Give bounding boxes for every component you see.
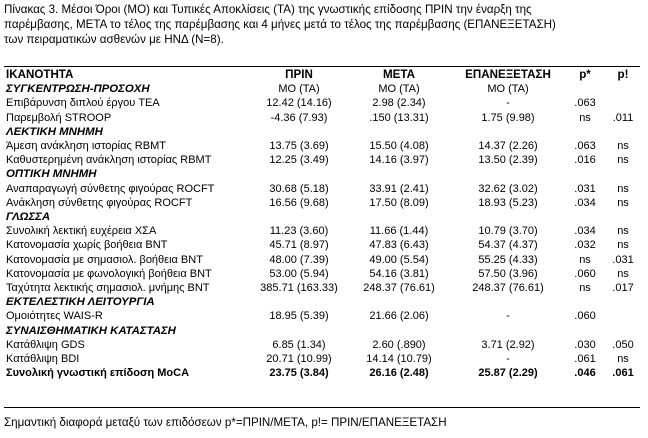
- followup-value: -: [506, 310, 510, 323]
- p-excl-value: ns: [617, 239, 629, 252]
- p-excl-value: .017: [612, 282, 634, 294]
- p-star-value: .034: [574, 196, 596, 209]
- pre-value: 23.75 (3.84): [269, 367, 329, 380]
- header-ability: ΙΚΑΝΟΤΗΤΑ: [6, 68, 74, 81]
- measure-label: Κατάθλιψη GDS: [6, 338, 85, 351]
- followup-value: 14.37 (2.26): [478, 140, 538, 152]
- p-star-value: ns: [579, 282, 591, 294]
- pre-value: 385.71 (163.33): [260, 282, 338, 294]
- table-footnote: Σημαντική διαφορά μεταξύ των επιδόσεων p*=ΠΡΙΝ/ΜΕΤΑ, p!= ΠΡΙΝ/ΕΠΑΝΕΞΕΤΑΣΗ: [4, 416, 447, 429]
- top-rule: [4, 66, 640, 67]
- measure-label: Ανάκληση σύνθετης φιγούρας ROCFT: [6, 196, 193, 209]
- table-row: [4, 182, 644, 196]
- caption-line-3: των πειραματικών ασθενών με ΗΝΔ (N=8).: [4, 33, 224, 46]
- section-row: [4, 324, 644, 338]
- followup-value: 13.50 (2.39): [478, 154, 538, 167]
- subheader-mo-ta: ΜΟ (ΤΑ): [278, 83, 320, 96]
- pre-value: 48.00 (7.39): [269, 253, 329, 266]
- post-value: 14.16 (3.97): [369, 154, 429, 167]
- subheader-mo-ta: ΜΟ (ΤΑ): [378, 83, 420, 96]
- header-followup: ΕΠΑΝΕΞΕΤΑΣΗ: [465, 68, 551, 81]
- post-value: 26.16 (2.48): [369, 367, 429, 380]
- p-star-value: .032: [574, 239, 596, 252]
- p-star-value: .031: [574, 182, 596, 195]
- p-excl-value: .050: [612, 338, 634, 351]
- followup-value: 18.93 (5.23): [478, 196, 538, 209]
- measure-label: Κατονομασία με σημασιολ. βοήθεια BNT: [6, 253, 203, 266]
- post-value: 47.83 (6.43): [369, 239, 429, 252]
- post-value: 2.98 (2.34): [372, 97, 426, 110]
- table-row: [4, 224, 644, 238]
- subheader-row: [4, 82, 644, 96]
- post-value: 54.16 (3.81): [369, 267, 429, 280]
- table-caption: [4, 2, 644, 47]
- pre-value: 18.95 (5.39): [269, 310, 329, 323]
- p-star-value: .060: [574, 267, 596, 280]
- followup-value: 32.62 (3.02): [478, 182, 538, 195]
- p-excl-value: ns: [617, 140, 629, 152]
- measure-label: Συνολική γνωστική επίδοση MoCA: [6, 367, 190, 380]
- table-row: [4, 352, 644, 366]
- followup-value: 25.87 (2.29): [478, 367, 538, 380]
- section-title: ΛΕΚΤΙΚΗ ΜΝΗΜΗ: [6, 125, 103, 138]
- followup-value: -: [506, 353, 510, 365]
- p-star-value: ns: [579, 111, 591, 124]
- post-value: 21.66 (2.06): [369, 310, 429, 323]
- header-row: [4, 68, 644, 82]
- bottom-rule: [4, 407, 640, 408]
- pre-value: -4.36 (7.93): [270, 111, 328, 124]
- header-pre: ΠΡΙΝ: [285, 68, 313, 81]
- p-excl-value: ns: [617, 353, 629, 365]
- table-row: [4, 96, 644, 110]
- post-value: 33.91 (2.41): [369, 182, 429, 195]
- followup-value: 248.37 (76.61): [472, 282, 544, 294]
- header-p2: p!: [617, 68, 629, 81]
- section-title: ΣΥΝΑΙΣΘΗΜΑΤΙΚΗ ΚΑΤΑΣΤΑΣΗ: [6, 324, 176, 337]
- measure-label: Επιβάρυνση διπλού έργου TEA: [6, 97, 160, 110]
- pre-value: 6.85 (1.34): [272, 338, 326, 351]
- measure-label: Συνολική λεκτική ευχέρεια ΧΣΑ: [6, 225, 157, 238]
- p-star-value: .063: [574, 140, 596, 152]
- followup-value: 57.50 (3.96): [478, 267, 538, 280]
- post-value: 11.66 (1.44): [369, 225, 429, 238]
- pre-value: 11.23 (3.60): [269, 225, 329, 238]
- total-row: [4, 366, 644, 380]
- caption-line-1: Πίνακας 3. Μέσοι Όροι (ΜΟ) και Τυπικές Αποκλίσεις (ΤΑ) της γνωστικής επίδοσης ΠΡΙΝ την έναρξη της: [4, 3, 532, 16]
- table-row: [4, 267, 644, 281]
- measure-label: Ομοιότητες WAIS-R: [6, 310, 103, 323]
- followup-value: 3.71 (2.92): [481, 338, 535, 351]
- caption-line-2: παρέμβασης, ΜΕΤΑ το τέλος της παρέμβασης και 4 μήνες μετά το τέλος της παρέμβασης (ΕΠΑΝΕΞΕΤΑΣΗ): [4, 18, 556, 31]
- measure-label: Κατονομασία με φωνολογική βοήθεια BNT: [6, 267, 212, 280]
- measure-label: Αναπαραγωγή σύνθετης φιγούρας ROCFT: [6, 182, 215, 195]
- pre-value: 30.68 (5.18): [269, 182, 329, 195]
- table-row: [4, 111, 644, 125]
- p-excl-value: ns: [617, 225, 629, 238]
- measure-label: Άμεση ανάκληση ιστορίας RBMT: [6, 140, 166, 152]
- post-value: .150 (13.31): [369, 111, 429, 124]
- header-post: ΜΕΤΑ: [383, 68, 415, 81]
- p-star-value: .063: [574, 97, 596, 110]
- measure-label: Κατάθλιψη BDI: [6, 353, 80, 365]
- p-star-value: .016: [574, 154, 596, 167]
- p-star-value: ns: [579, 253, 591, 266]
- section-row: [4, 210, 644, 224]
- followup-value: 10.79 (3.70): [478, 225, 538, 238]
- table-row: [4, 139, 644, 153]
- followup-value: 54.37 (4.37): [478, 239, 538, 252]
- post-value: 15.50 (4.08): [369, 140, 429, 152]
- pre-value: 16.56 (9.68): [269, 196, 329, 209]
- p-excl-value: ns: [617, 267, 629, 280]
- p-star-value: .034: [574, 225, 596, 238]
- subheader-mo-ta: ΜΟ (ΤΑ): [487, 83, 529, 96]
- table-row: [4, 153, 644, 167]
- pre-value: 12.25 (3.49): [269, 154, 329, 167]
- table-row: [4, 196, 644, 210]
- followup-value: 55.25 (4.33): [478, 253, 538, 266]
- table-row: [4, 309, 644, 323]
- p-excl-value: .061: [612, 367, 634, 380]
- section-title: ΓΛΩΣΣΑ: [6, 211, 51, 223]
- section-row: [4, 167, 644, 181]
- p-star-value: .060: [574, 310, 596, 323]
- post-value: 2.60 (.890): [372, 338, 426, 351]
- post-value: 248.37 (76.61): [363, 282, 435, 294]
- table-row: [4, 338, 644, 352]
- section-title: ΟΠΤΙΚΗ ΜΝΗΜΗ: [6, 168, 97, 181]
- table-row: [4, 238, 644, 252]
- p-star-value: .030: [574, 338, 596, 351]
- p-excl-value: ns: [617, 182, 629, 195]
- table-row: [4, 253, 644, 267]
- pre-value: 45.71 (8.97): [269, 239, 329, 252]
- p-excl-value: .011: [612, 111, 634, 124]
- measure-label: Παρεμβολή STROOP: [6, 111, 112, 124]
- pre-value: 12.42 (14.16): [266, 97, 332, 110]
- pre-value: 53.00 (5.94): [269, 267, 329, 280]
- section-row: [4, 125, 644, 139]
- measure-label: Καθυστερημένη ανάκληση ιστορίας RBMT: [6, 154, 212, 167]
- post-value: 14.14 (10.79): [366, 353, 432, 365]
- table-row: [4, 281, 644, 295]
- followup-value: 1.75 (9.98): [481, 111, 535, 124]
- p-star-value: .061: [574, 353, 596, 365]
- followup-value: -: [506, 97, 510, 110]
- measure-label: Ταχύτητα λεκτικής σημασιολ. μνήμης BNT: [6, 282, 210, 294]
- measure-label: Κατονομασία χωρίς βοήθεια BNT: [6, 239, 168, 252]
- pre-value: 20.71 (10.99): [266, 353, 332, 365]
- post-value: 17.50 (8.09): [369, 196, 429, 209]
- section-title: ΕΚΤΕΛΕΣΤΙΚΗ ΛΕΙΤΟΥΡΓΙΑ: [6, 296, 155, 309]
- section-row: [4, 295, 644, 309]
- p-excl-value: .031: [612, 253, 634, 266]
- pre-value: 13.75 (3.69): [269, 140, 329, 152]
- p-star-value: .046: [574, 367, 596, 380]
- p-excl-value: ns: [617, 154, 629, 167]
- section-title: ΣΥΓΚΕΝΤΡΩΣΗ-ΠΡΟΣΟΧΗ: [6, 83, 150, 96]
- post-value: 49.00 (5.54): [369, 253, 429, 266]
- p-excl-value: ns: [617, 196, 629, 209]
- header-p1: p*: [579, 68, 591, 81]
